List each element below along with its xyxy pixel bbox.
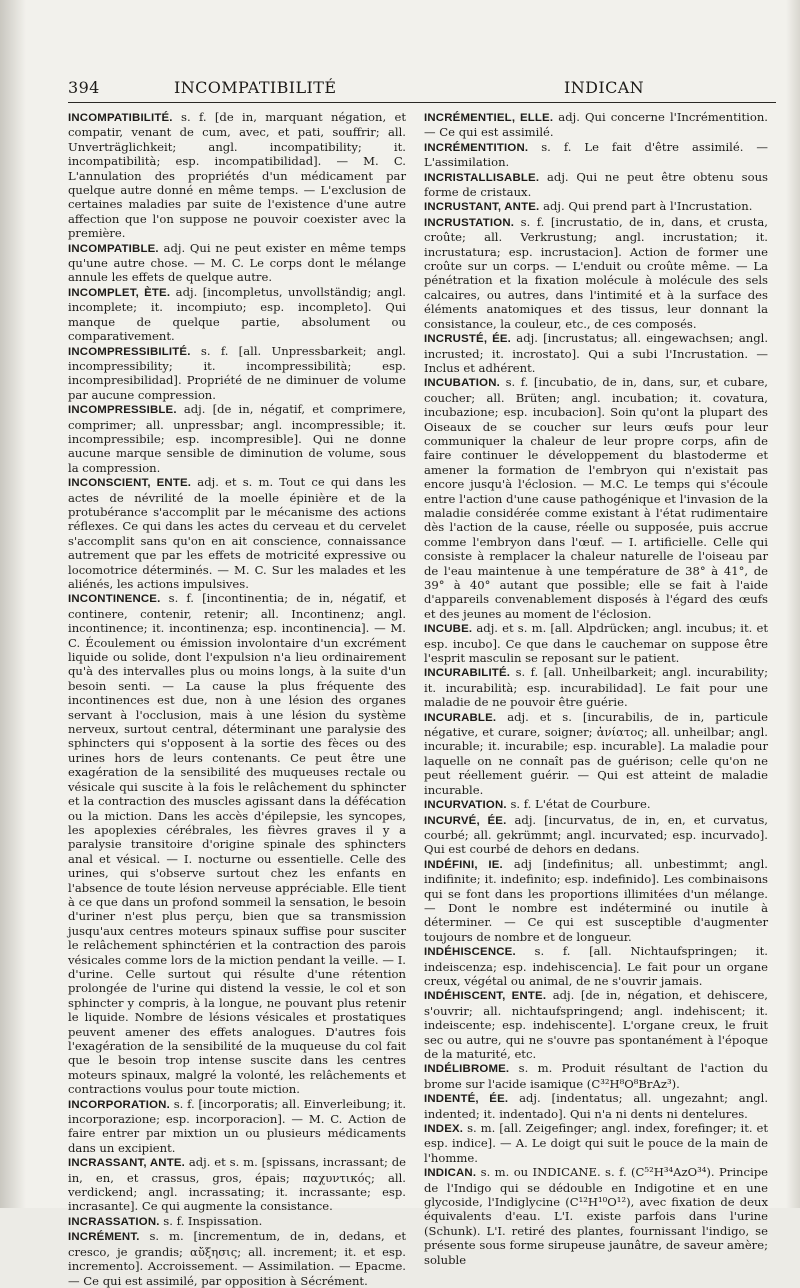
entry-headword: INDÉFINI, IE. (424, 858, 503, 871)
entry-definition: adj. et s. m. [all. Alpdrücken; angl. incubus; it. et esp. incubo]. Ce que dans le cauchemar on suppose être l'esprit masculin se reposant sur le patient. (424, 621, 768, 666)
entry-definition: s. m. ou INDICANE. s. f. (C⁵²H³⁴AzO³⁴). Principe de l'Indigo qui se dédouble en Indigotine et en une glycoside, l'Indiglycine (C¹²H¹⁰O¹²), avec fixation de deux équivalents d'eau. L'I. existe parfois dans l'urine (Schunk). L'I. retiré des plantes, fournissant l'indigo, se présente sous forme sirupeuse jaunâtre, de saveur amère; soluble (424, 1165, 768, 1267)
entry-definition: adj. [incurvatus, de in, en, et curvatus, courbé; all. gekrümmt; angl. incurvated; esp. incurvado]. Qui est courbé de dehors en dedans. (424, 812, 768, 857)
entry-definition: s. f. [all. Unpressbarkeit; angl. incompressibility; it. incompressibilità; esp. incompresibilidad]. Propriété de ne diminuer de volume par aucune compression. (68, 343, 406, 402)
entry-definition: s. f. [incorporatis; all. Einverleibung; it. incorporazione; esp. incorporacion]. — M. C. Action de faire entrer par mixtion un ou plusieurs médicaments dans un excipient. (68, 1096, 406, 1155)
entry-headword: INCOMPLET, ÈTE. (68, 286, 171, 299)
entry-headword: INCURABLE. (424, 711, 497, 724)
dictionary-entry (424, 170, 768, 200)
page-header (68, 78, 776, 102)
entry-definition: s. f. [incrustatio, de in, dans, et crusta, croûte; all. Verkrustung; angl. incrustation; it. incrustatura; esp. incrustacion]. Action de former une croûte sur un corps. — L'enduit ou croûte même. — La pénétration et la fixation molécule à molécule des sels calcaires, ou autres, dans l'intimité et à la surface des éléments anatomiques et des tissus, leur donnant la consistance, la couleur, etc., de ces composés. (424, 214, 768, 331)
dictionary-entry (424, 665, 768, 709)
entry-definition: s. f. [incontinentia; de in, négatif, et continere, contenir, retenir; all. Incontinenz; angl. incontinence; it. incontinenza; esp. incontinencia]. — M. C. Écoulement ou émission involontaire d'un excrément liquide ou solide, dont l'expulsion n'a lieu ordinairement qu'à des intervalles plus ou moins longs, à la suite d'un besoin senti. — La cause la plus fréquente des incontinences est due, non à une lésion des organes servant à l'occlusion, mais à une lésion du système nerveux, surtout central, déterminant une paralysie des sphincters qui s'opposent à la sortie des fèces ou des urines hors de leurs contenants. Ce peut être une exagération de la sensibilité des muqueuses rectale ou vésicale qui suscite à la fois le relâchement du sphincter et la contraction des muscles agissant dans la défécation ou la miction. Dans les accès d'épilepsie, les syncopes, les apoplexies cérébrales, les fièvres graves il y a paralysie transitoire d'origine spinale des sphincters anal et vésical. — I. nocturne ou essentielle. Celle des urines, qui s'observe surtout chez les enfants en l'absence de toute lésion nerveuse appréciable. Elle tient à ce que dans un profond sommeil la sensation, le besoin d'uriner n'est plus perçu, bien que sa transmission jusqu'aux centres moteurs spinaux suffise pour susciter le relâchement sphinctérien et la contraction des parois vésicales comme lors de la miction pendant la veille. — I. d'urine. Celle surtout qui résulte d'une rétention prolongée de l'urine qui distend la vessie, le col et son sphincter y compris, à la longue, ne pouvant plus retenir le liquide. Nombre de lésions vésicales et prostatiques peuvent amener des effets analogues. D'autres fois l'exagération de la sensibilité de la muqueuse du col fait que le besoin trop intense suscite dans les centres moteurs spinaux, malgré la volonté, les relâchements et contractions voulus pour toute miction. (68, 591, 406, 1097)
running-head-left: INCOMPATIBILITÉ (174, 78, 337, 97)
dictionary-entry (424, 988, 768, 1061)
entry-definition: adj. Qui ne peut être obtenu sous forme de cristaux. (424, 169, 768, 200)
entry-headword: INCUBE. (424, 623, 473, 636)
dictionary-entry (424, 331, 768, 375)
entry-headword: INCRÉMENT. (68, 1231, 140, 1244)
entry-definition: adj. [incrustatus; all. eingewachsen; angl. incrusted; it. incrostato]. Qui a subi l'Incrustation. — Inclus et adhérent. (424, 331, 769, 375)
entry-definition: adj. et s. m. Tout ce qui dans les actes de névrilité de la moelle épinière et de la protubérance s'accomplit par le mécanisme des actions réflexes. Ce qui dans les actes du cerveau et du cervelet s'accomplit sans qu'on en ait conscience, connaissance autrement que par les effets de motricité expressive ou locomotrice déterminés. — M. C. Sur les malades et les aliénés, les actions impulsives. (68, 475, 406, 591)
dictionary-entry (424, 375, 768, 621)
entry-headword: INCONTINENCE. (68, 593, 161, 606)
entry-headword: INCRUSTANT, ANTE. (424, 201, 540, 214)
entry-definition: adj. Qui ne peut exister en même temps qu'une autre chose. — M. C. Le corps dont le mélange annule les effets de quelque autre. (68, 240, 406, 285)
dictionary-entry (424, 1165, 768, 1267)
entry-headword: INCRUSTÉ, ÉE. (424, 333, 512, 346)
edge-shadow (786, 0, 800, 1208)
entry-definition: adj. [de in, négatif, et comprimere, comprimer; all. unpressbar; angl. incompressible; it. incompressibile; esp. incompresible]. Qui ne donne aucune marque sensible de diminution de volume, sous la compression. (68, 402, 406, 475)
dictionary-entry (68, 1155, 406, 1214)
dictionary-entry (68, 1229, 406, 1288)
dictionary-entry (68, 1097, 406, 1156)
entry-headword: INCOMPRESSIBILITÉ. (68, 345, 191, 358)
entry-definition: adj. [de in, négation, et dehiscere, s'ouvrir; all. nichtaufspringend; angl. indehiscent; it. indeiscente; esp. indehiscente]. L'organe creux, le fruit sec ou autre, qui ne s'ouvre pas spontanément à l'époque de la maturité, etc. (424, 988, 768, 1061)
entry-definition: adj. [indentatus; all. ungezahnt; angl. indented; it. indentado]. Qui n'a ni dents ni dentelures. (424, 1091, 769, 1121)
dictionary-entry (424, 710, 768, 797)
entry-headword: INCRUSTATION. (424, 216, 515, 229)
dictionary-entry (424, 621, 768, 665)
entry-definition: s. f. Le fait d'être assimilé. — L'assimilation. (424, 139, 768, 170)
dictionary-entry (68, 402, 406, 475)
entry-headword: INDÉLIBROME. (424, 1063, 510, 1076)
entry-headword: INDICAN. (424, 1167, 477, 1180)
dictionary-entry (68, 285, 406, 344)
entry-headword: INCONSCIENT, ENTE. (68, 477, 192, 490)
entry-definition: s. m. [incrementum, de in, dedans, et cresco, je grandis; αὔξησις; all. increment; it. et esp. incremento]. Accroissement. — Assimilation. — Epacme. — Ce qui est assimilé, par opposition à Sécrément. (68, 1229, 406, 1288)
entry-definition: s. m. Produit résultant de l'action du brome sur l'acide isamique (C³²H⁸O⁸BrAz³). (424, 1061, 768, 1091)
entry-headword: INCOMPATIBILITÉ. (68, 112, 173, 124)
dictionary-entry (424, 110, 768, 140)
dictionary-entry (424, 857, 768, 944)
entry-definition: adj. et s. m. [spissans, incrassant; de in, en, et crassus, gros, épais; παχυντικός; all. verdickend; angl. incrassating; it. incrassante; esp. incrasante]. Ce qui augmente la consistance. (68, 1155, 406, 1214)
entry-headword: INCRÉMENTIEL, ELLE. (424, 112, 554, 124)
entry-headword: INCURABILITÉ. (424, 667, 511, 680)
entry-headword: INCOMPATIBLE. (68, 242, 159, 255)
entry-definition: adj. [incompletus, unvollständig; angl. incomplete; it. incompiuto; esp. incompleto]. Qui manque de quelque partie, absolument ou comparativement. (68, 284, 406, 344)
entry-definition: adj [indefinitus; all. unbestimmt; angl. indifinite; it. indefinito; esp. indefinido]. Les combinaisons qui se font dans les proportions illimitées d'un mélange. — Dont le nombre est indéterminé ou inutile à déterminer. — Ce qui est susceptible d'augmenter toujours de nombre et de longueur. (424, 856, 768, 944)
dictionary-entry (68, 344, 406, 403)
dictionary-entry (424, 813, 768, 857)
dictionary-entry (68, 110, 406, 241)
dictionary-entry (424, 1091, 768, 1121)
entry-definition: s. m. [all. Zeigefinger; angl. index, forefinger; it. et esp. indice]. — A. Le doigt qui suit le pouce de la main de l'homme. (424, 1121, 768, 1165)
entry-headword: INDENTÉ, ÉE. (424, 1093, 509, 1106)
entry-headword: INDÉHISCENCE. (424, 946, 516, 959)
entry-headword: INCOMPRESSIBLE. (68, 404, 177, 417)
dictionary-entry (424, 1121, 768, 1165)
dictionary-entry (424, 199, 768, 214)
dictionary-entry (424, 140, 768, 170)
dictionary-entry (424, 797, 768, 812)
running-head-right: INDICAN (564, 78, 645, 97)
entry-definition: adj. Qui prend part à l'Incrustation. (539, 199, 753, 214)
entry-headword: INCRÉMENTITION. (424, 141, 529, 154)
entry-headword: INCRASSATION. (68, 1215, 160, 1228)
header-rule (68, 102, 776, 103)
entry-headword: INCUBATION. (424, 377, 501, 390)
entry-definition: s. f. L'état de Courbure. (506, 797, 651, 812)
dictionary-entry (424, 944, 768, 988)
entry-definition: s. f. Inspissation. (159, 1213, 263, 1228)
binding-shadow (0, 0, 26, 1208)
entry-headword: INDÉHISCENT, ENTE. (424, 990, 547, 1003)
entry-headword: INCORPORATION. (68, 1098, 170, 1111)
entry-definition: adj. Qui concerne l'Incrémentition. — Ce qui est assimilé. (424, 110, 768, 140)
dictionary-entry (424, 1061, 768, 1091)
entry-headword: INCURVÉ, ÉE. (424, 814, 507, 827)
entry-headword: INCRISTALLISABLE. (424, 171, 540, 184)
entry-definition: s. f. [incubatio, de in, dans, sur, et cubare, coucher; all. Brüten; angl. incubation; it. covatura, incubazione; esp. incubacion]. Soin qu'ont la plupart des Oiseaux de se coucher sur leurs œufs pour leur communiquer la chaleur de leur propre corps, afin de faire continuer le développement du blastoderme et amener la formation de l'embryon qui n'existait pas encore jusqu'à l'éclosion. — M.C. Le temps qui s'écoule entre l'action d'une cause pathogénique et l'invasion de la maladie considérée comme existant à l'état rudimentaire dès l'action de la cause, réelle ou supposée, puis accrue comme l'embryon dans l'œuf. — I. artificielle. Celle qui consiste à remplacer la chaleur naturelle de l'oiseau par de l'eau maintenue à une température de 38° à 41°, de 39° à 40° autant que possible; elle se fait à l'aide d'appareils convenablement disposés à l'égard des œufs et des jeunes au moment de l'éclosion. (424, 375, 768, 621)
entry-definition: s. f. [de in, marquant négation, et compatir, venant de cum, avec, et pati, souffrir; all. Unverträglichkeit; angl. incompatibility; it. incompatibilità; esp. incompatibilidad]. — M. C. L'annulation des propriétés d'un médicament par quelque autre donné en même temps. — L'exclusion de certaines maladies par suite de l'existence d'une autre affection que l'on suppose ne pouvoir coexister avec la première. (68, 110, 406, 241)
dictionary-entry (68, 1214, 406, 1229)
dictionary-entry (68, 591, 406, 1096)
entry-definition: s. f. [all. Unheilbarkeit; angl. incurability; it. incurabilità; esp. incurabilidad]. Le fait pour une maladie de ne pouvoir être guérie. (424, 665, 768, 710)
entry-headword: INCURVATION. (424, 799, 507, 812)
right-column (424, 110, 768, 1267)
dictionary-entry (68, 241, 406, 285)
left-column (68, 110, 406, 1288)
dictionary-entry (68, 475, 406, 591)
entry-definition: s. f. [all. Nichtaufspringen; it. indeiscenza; esp. indehiscencia]. Le fait pour un organe creux, végétal ou animal, de ne s'ouvrir jamais. (424, 944, 768, 988)
page-number: 394 (68, 78, 100, 97)
entry-definition: adj. et s. [incurabilis, de in, particule négative, et curare, soigner; ἀνίατος; all. unheilbar; angl. incurable; it. incurabile; esp. incurable]. La maladie pour laquelle on ne connaît pas de guérison; celle qu'on ne peut réellement guérir. — Qui est atteint de maladie incurable. (424, 709, 768, 797)
dictionary-entry (424, 215, 768, 331)
entry-headword: INDEX. (424, 1123, 464, 1136)
entry-headword: INCRASSANT, ANTE. (68, 1157, 186, 1170)
